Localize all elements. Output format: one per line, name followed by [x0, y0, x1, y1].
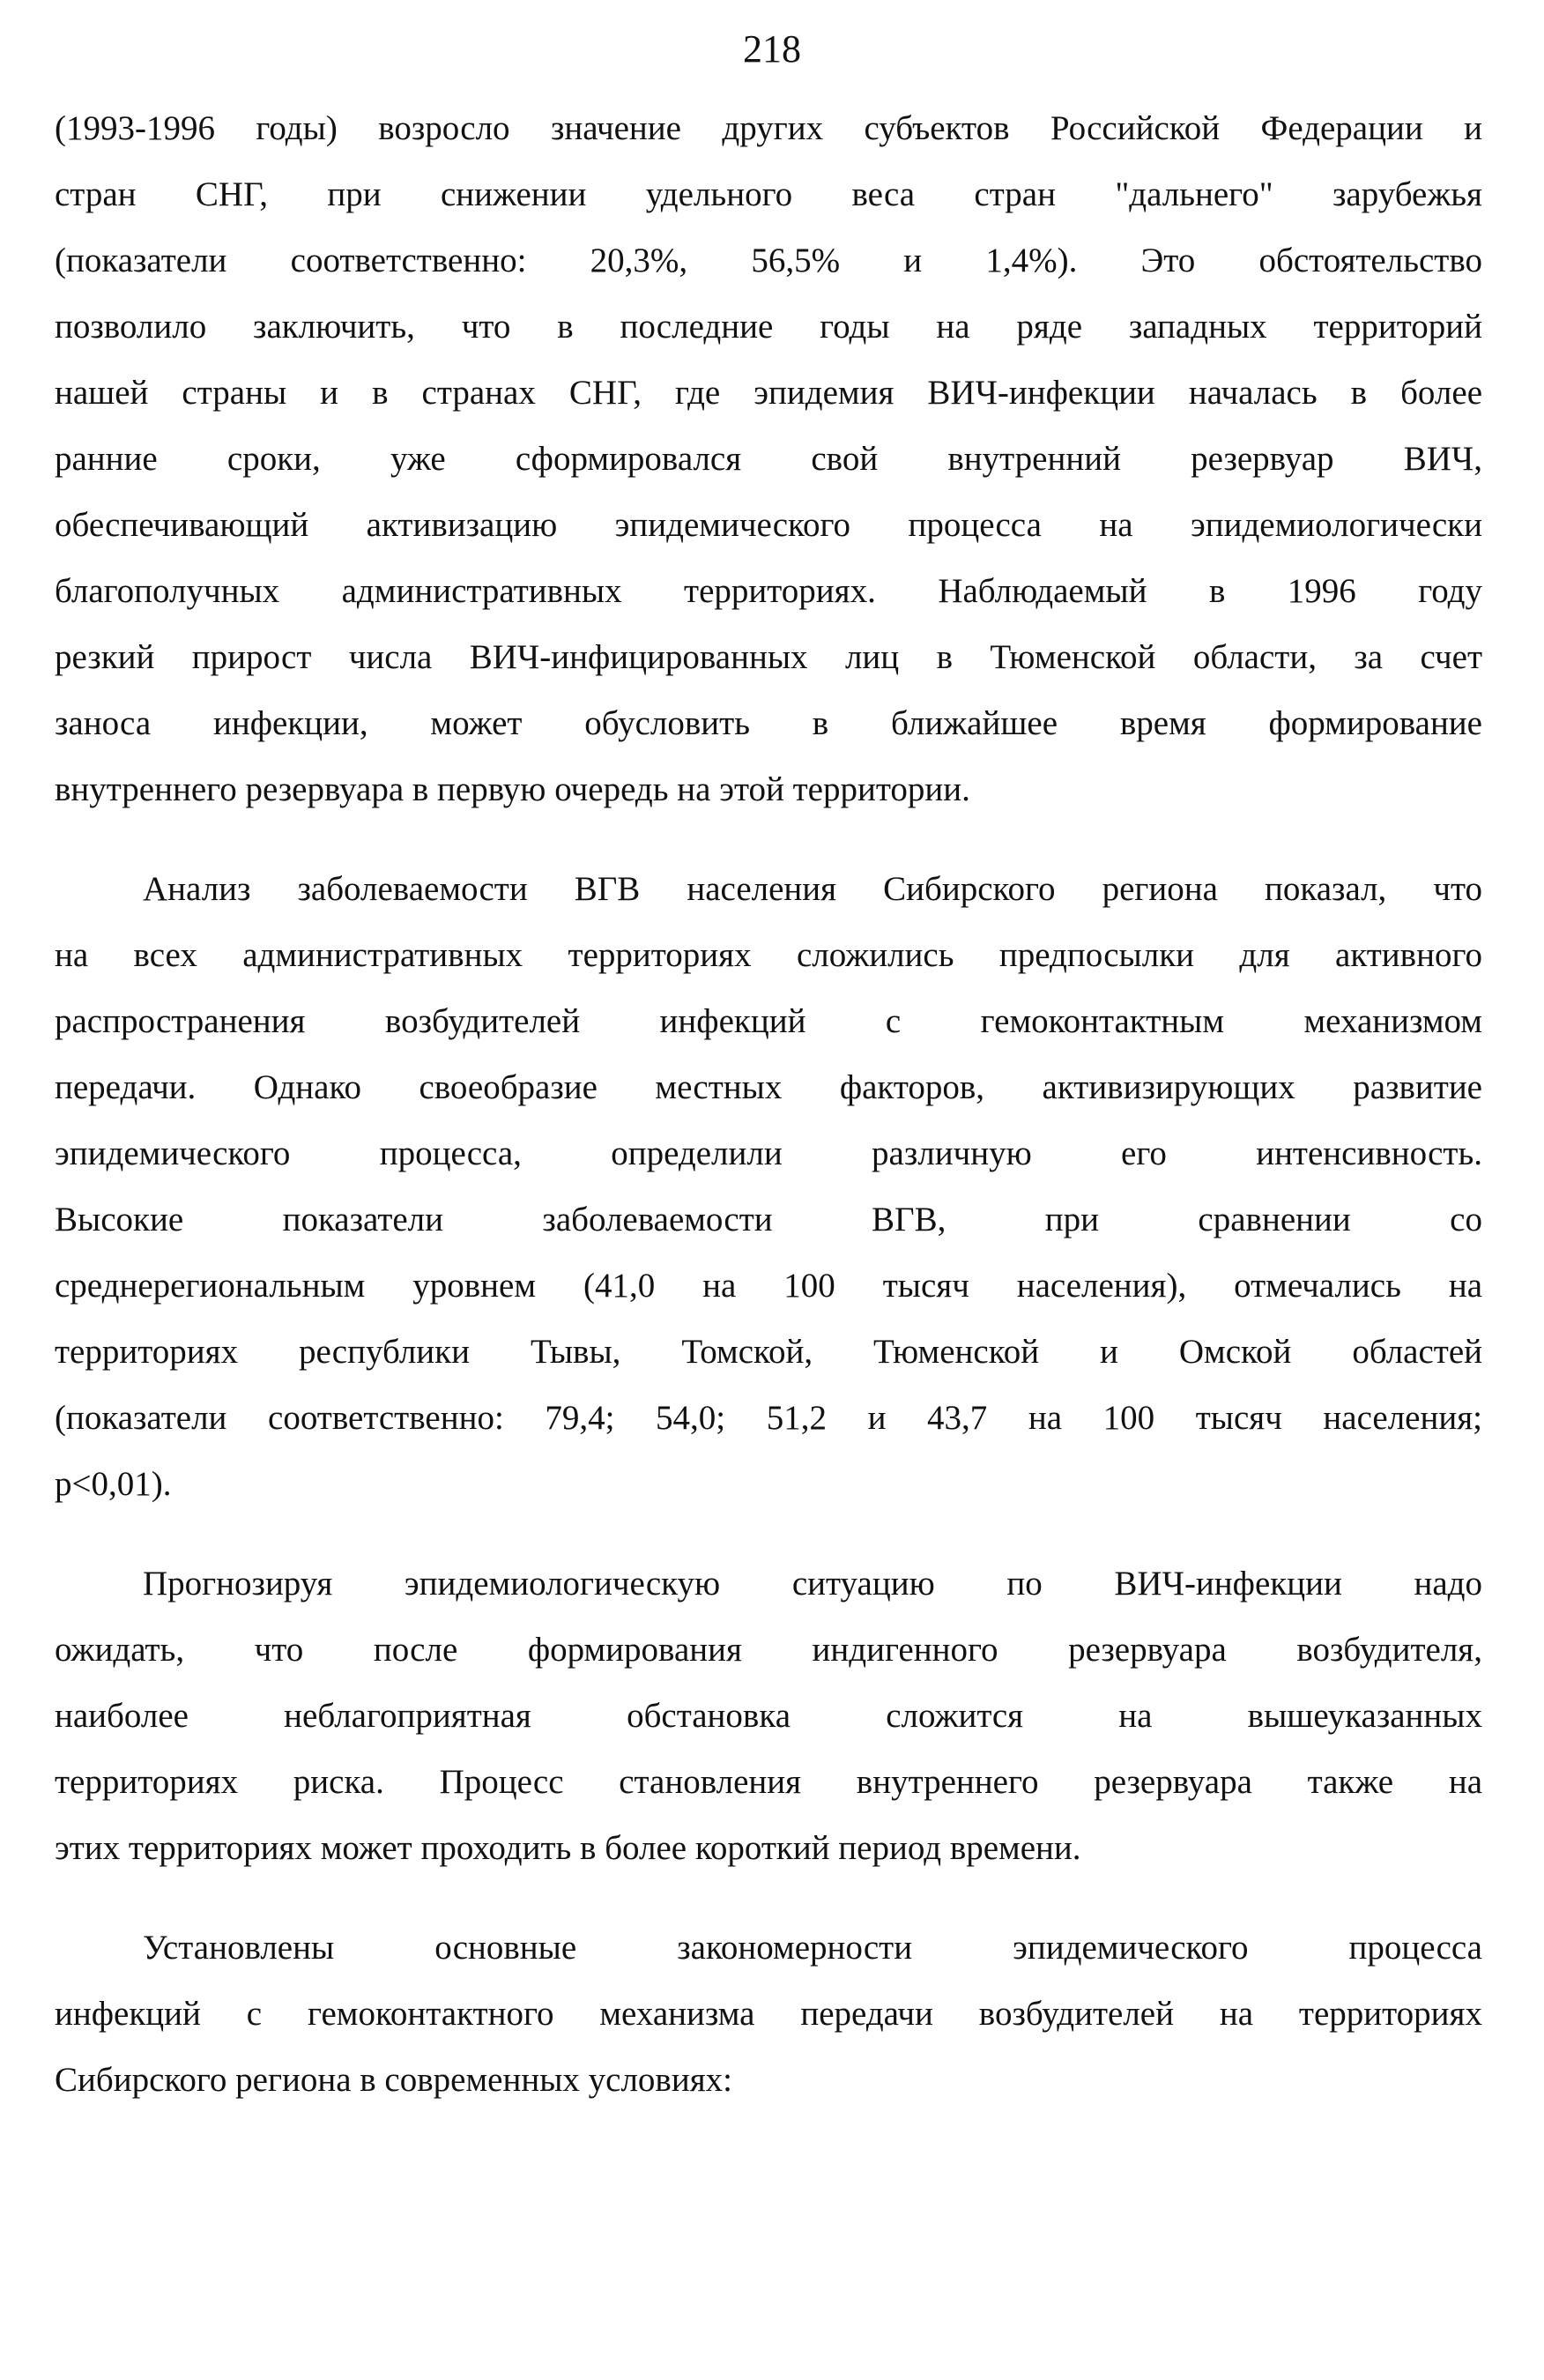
text-line: резкий прирост числа ВИЧ-инфицированных лиц в Тюменской области, за счет [55, 638, 1482, 676]
text-line: распространения возбудителей инфекций с гемоконтактным механизмом [55, 1002, 1482, 1040]
body-text [55, 95, 1482, 2113]
text-line: стран СНГ, при снижении удельного веса стран "дальнего" зарубежья [55, 175, 1482, 213]
text-line: p<0,01). [55, 1465, 172, 1503]
text-line: Анализ заболеваемости ВГВ населения Сибирского региона показал, что [143, 870, 1482, 908]
text-line: (показатели соответственно: 20,3%, 56,5% и 1,4%). Это обстоятельство [55, 242, 1482, 279]
text-line: инфекций с гемоконтактного механизма передачи возбудителей на территориях [55, 1995, 1482, 2033]
text-line: (показатели соответственно: 79,4; 54,0; 51,2 и 43,7 на 100 тысяч населения; [55, 1399, 1482, 1437]
text-line: этих территориях может проходить в более короткий период времени. [55, 1829, 1081, 1867]
paragraph [55, 856, 1482, 1517]
text-line: ранние сроки, уже сформировался свой внутренний резервуар ВИЧ, [55, 440, 1482, 478]
text-line: нашей страны и в странах СНГ, где эпидемия ВИЧ-инфекции началась в более [55, 374, 1482, 412]
text-line: благополучных административных территориях. Наблюдаемый в 1996 году [55, 572, 1482, 610]
text-line: территориях республики Тывы, Томской, Тюменской и Омской областей [55, 1333, 1482, 1371]
text-line: заноса инфекции, может обусловить в ближайшее время формирование [55, 704, 1482, 742]
text-line: внутреннего резервуара в первую очередь на этой территории. [55, 770, 970, 808]
text-line: (1993-1996 годы) возросло значение других субъектов Российской Федерации и [55, 109, 1482, 147]
text-line: территориях риска. Процесс становления внутреннего резервуара также на [55, 1763, 1482, 1801]
text-line: наиболее неблагоприятная обстановка сложится на вышеуказанных [55, 1697, 1482, 1735]
paragraph [55, 95, 1482, 822]
text-line: Установлены основные закономерности эпидемического процесса [143, 1929, 1482, 1967]
text-line: эпидемического процесса, определили различную его интенсивность. [55, 1134, 1482, 1172]
text-line: позволило заключить, что в последние годы на ряде западных территорий [55, 308, 1482, 346]
text-line: ожидать, что после формирования индигенного резервуара возбудителя, [55, 1631, 1482, 1669]
paragraph [55, 1551, 1482, 1881]
text-line: среднерегиональным уровнем (41,0 на 100 тысяч населения), отмечались на [55, 1267, 1482, 1305]
page-number: 218 [743, 27, 801, 71]
text-line: Высокие показатели заболеваемости ВГВ, при сравнении со [55, 1201, 1482, 1238]
text-line: Прогнозируя эпидемиологическую ситуацию по ВИЧ-инфекции надо [143, 1565, 1482, 1603]
text-line: на всех административных территориях сложились предпосылки для активного [55, 936, 1482, 974]
text-line: Сибирского региона в современных условиях: [55, 2061, 732, 2099]
paragraph [55, 1915, 1482, 2113]
text-line: обеспечивающий активизацию эпидемического процесса на эпидемиологически [55, 506, 1482, 544]
text-line: передачи. Однако своеобразие местных факторов, активизирующих развитие [55, 1068, 1482, 1106]
